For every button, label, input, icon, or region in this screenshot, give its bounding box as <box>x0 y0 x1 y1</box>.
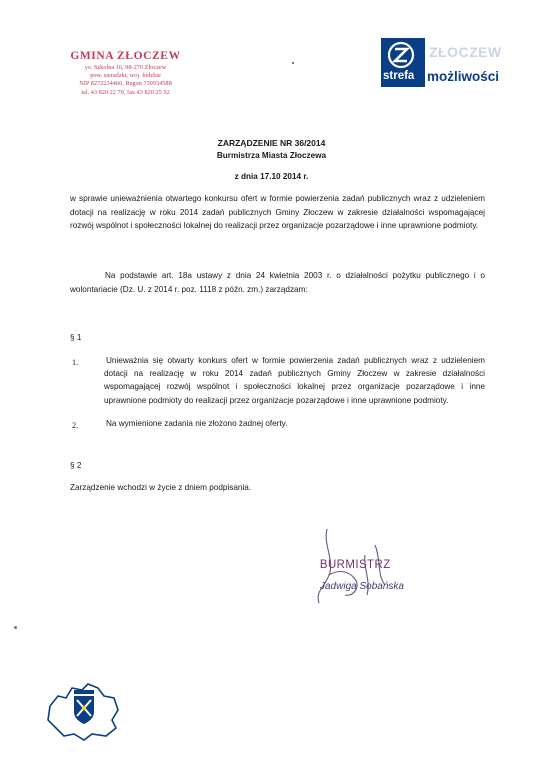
scan-dot <box>14 626 17 629</box>
legal-basis: Na podstawie art. 18a ustawy z dnia 24 kwietnia 2003 r. o działalności pożytku publicznego i o wolontariacie (Dz. U. z 2014 r. poz. 1118 z późn. zm.) zarządzam: <box>70 271 485 294</box>
document-date: z dnia 17.10 2014 r. <box>234 172 309 181</box>
document-subject: w sprawie unieważnienia otwartego konkursu ofert w formie powierzenia zadań publicznych wraz z udzieleniem dotacji na realizację w roku 2014 zadań publicznych Gminy Złoczew w zakresie działalności wspomagającej rozwój wspólnot i społeczności lokalnej do realizacji przez organizacje pozarządowe i inne uprawnione podmioty. <box>70 194 485 230</box>
document-title: ZARZĄDZENIE NR 36/2014 <box>217 138 326 148</box>
logo-strefa-text: strefa <box>383 70 415 82</box>
region-coat-of-arms-icon <box>44 676 124 742</box>
logo-town-text: ZŁOCZEW <box>429 44 502 60</box>
list-item-number: 2. <box>72 421 79 430</box>
zloczew-logo <box>381 38 505 88</box>
list-item-text: Unieważnia się otwarty konkurs ofert w formie powierzenia zadań publicznych wraz z udzieleniem dotacji na realizację w roku 2014 zadań publicznych Gminy Złoczew w zakresie działalności wspomagającej rozwój wspólnot i społeczności lokalnej przez organizacje pozarządowe i inne uprawnione podmioty do realizacji przez organizacje pozarządowe i inne uprawnione podmioty. <box>104 356 485 405</box>
signature-name: Jadwiga Sobańska <box>320 581 404 592</box>
nip-regon: NIP 8272234466, Regon 730934588 <box>79 80 172 88</box>
list-item-number: 1. <box>72 358 79 367</box>
scan-speck <box>292 62 294 64</box>
document-issuer: Burmistrza Miasta Złoczewa <box>216 151 327 160</box>
signature-title: BURMISTRZ <box>319 557 391 571</box>
section-2-text: Zarządzenie wchodzi w życie z dniem podpisania. <box>70 483 252 492</box>
logo-z-icon <box>387 41 415 69</box>
letterhead-stamp <box>58 50 193 97</box>
list-item-text: Na wymienione zadania nie złożono żadnej oferty. <box>106 419 288 428</box>
section-1-heading: § 1 <box>70 333 82 342</box>
address-line-2: pow. sieradzki, woj. łódzkie <box>90 72 161 80</box>
municipality-name: GMINA ZŁOCZEW <box>70 50 181 62</box>
section-2-heading: § 2 <box>70 461 82 470</box>
logo-mozliwosci-text: możliwości <box>427 69 500 84</box>
phone-fax: tel. 43 820 22 70, fax 43 820 25 92 <box>81 88 170 96</box>
address-line-1: ул. Szkolna 16, 98-270 Złoczew <box>84 64 167 71</box>
